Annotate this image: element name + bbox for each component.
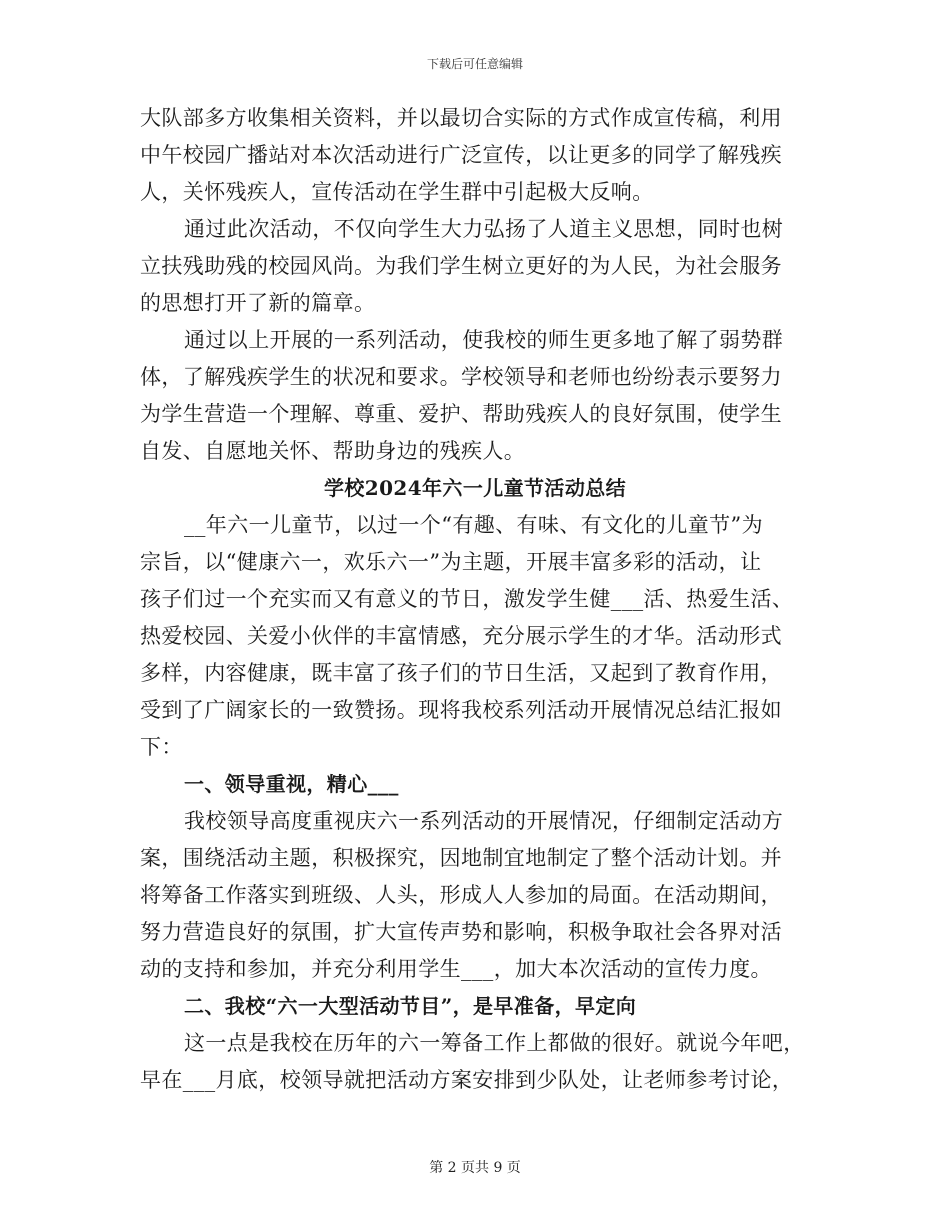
- paragraph-line: 这一点是我校在历年的六一筹备工作上都做的很好。就说今年吧，: [184, 1031, 805, 1055]
- paragraph-line: 宗旨，以“健康六一，欢乐六一”为主题，开展丰富多彩的活动，让: [140, 550, 762, 574]
- paragraph-line: 大队部多方收集相关资料，并以最切合实际的方式作成宣传稿，利用: [140, 106, 782, 130]
- page-header: 下载后可任意编辑: [426, 57, 523, 71]
- paragraph-line: 的思想打开了新的篇章。: [140, 291, 376, 315]
- paragraph-line: 下：: [140, 735, 183, 759]
- section-heading-2: 二、我校“六一大型活动节目”，是早准备，早定向: [184, 994, 637, 1018]
- paragraph-line: 为学生营造一个理解、尊重、爱护、帮助残疾人的良好氛围，使学生: [140, 402, 782, 426]
- paragraph-line: 早在___月底，校领导就把活动方案安排到少队处，让老师参考讨论，: [140, 1068, 794, 1092]
- paragraph-line: 动的支持和参加，并充分利用学生___，加大本次活动的宣传力度。: [140, 957, 772, 981]
- paragraph-line: 案，围绕活动主题，积极探究，因地制宜地制定了整个活动计划。并: [140, 846, 782, 870]
- paragraph-line: 立扶残助残的校园风尚。为我们学生树立更好的为人民，为社会服务: [140, 254, 782, 278]
- paragraph-line: 通过此次活动，不仅向学生大力弘扬了人道主义思想，同时也树: [184, 217, 784, 241]
- document-title: 学校2024年六一儿童节活动总结: [323, 476, 627, 500]
- paragraph-line: 孩子们过一个充实而又有意义的节日，激发学生健___活、热爱生活、: [140, 587, 794, 611]
- document-body: [140, 100, 810, 1099]
- section-heading-1: 一、领导重视，精心___: [184, 772, 399, 796]
- paragraph-line: 自发、自愿地关怀、帮助身边的残疾人。: [140, 439, 526, 463]
- paragraph-line: 体，了解残疾学生的状况和要求。学校领导和老师也纷纷表示要努力: [140, 365, 782, 389]
- paragraph-line: 热爱校园、关爱小伙伴的丰富情感，充分展示学生的才华。活动形式: [140, 624, 782, 648]
- paragraph-line: 人，关怀残疾人，宣传活动在学生群中引起极大反响。: [140, 180, 654, 204]
- paragraph-line: 通过以上开展的一系列活动，使我校的师生更多地了解了弱势群: [184, 328, 784, 352]
- paragraph-line: 受到了广阔家长的一致赞扬。现将我校系列活动开展情况总结汇报如: [140, 698, 782, 722]
- page-footer: 第 2 页共 9 页: [429, 1160, 521, 1176]
- paragraph-line: 中午校园广播站对本次活动进行广泛宣传，以让更多的同学了解残疾: [140, 143, 782, 167]
- paragraph-line: 我校领导高度重视庆六一系列活动的开展情况，仔细制定活动方: [184, 809, 784, 833]
- paragraph-line: 多样，内容健康，既丰富了孩子们的节日生活，又起到了教育作用，: [140, 661, 782, 685]
- paragraph-line: 努力营造良好的氛围，扩大宣传声势和影响，积极争取社会各界对活: [140, 920, 782, 944]
- paragraph-line: __年六一儿童节，以过一个“有趣、有味、有文化的儿童节”为: [184, 513, 764, 537]
- paragraph-line: 将筹备工作落实到班级、人头，形成人人参加的局面。在活动期间，: [140, 883, 782, 907]
